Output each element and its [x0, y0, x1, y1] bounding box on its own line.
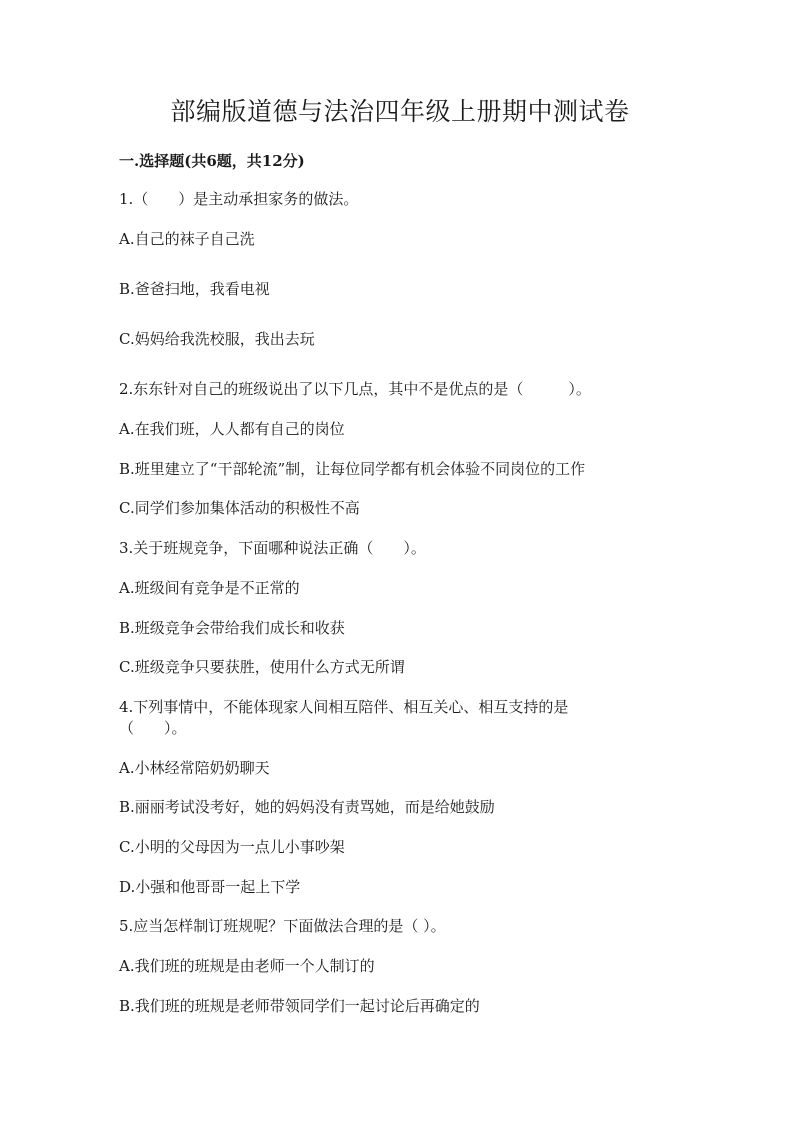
- question-4-option-d: D.小强和他哥哥一起上下学: [119, 878, 301, 896]
- question-2-option-c: C.同学们参加集体活动的积极性不高: [119, 499, 360, 517]
- question-1-option-a: A.自己的袜子自己洗: [119, 230, 255, 248]
- question-3-stem: 3.关于班规竞争，下面哪种说法正确（ ）。: [119, 539, 426, 557]
- question-3-option-a: A.班级间有竞争是不正常的: [119, 579, 300, 597]
- question-3-option-c: C.班级竞争只要获胜，使用什么方式无所谓: [119, 658, 405, 676]
- question-2-stem: 2.东东针对自己的班级说出了以下几点，其中不是优点的是（ ）。: [119, 380, 591, 398]
- question-1-option-c: C.妈妈给我洗校服，我出去玩: [119, 330, 315, 348]
- question-1-stem: 1.（ ）是主动承担家务的做法。: [119, 190, 359, 208]
- question-4-stem-line1: 4.下列事情中，不能体现家人间相互陪伴、相互关心、相互支持的是: [119, 698, 569, 716]
- question-4-option-a: A.小林经常陪奶奶聊天: [119, 759, 270, 777]
- question-2-option-b: B.班里建立了“干部轮流”制，让每位同学都有机会体验不同岗位的工作: [119, 460, 586, 478]
- question-4-option-c: C.小明的父母因为一点儿小事吵架: [119, 838, 345, 856]
- question-1-option-b: B.爸爸扫地，我看电视: [119, 280, 270, 298]
- question-5-option-a: A.我们班的班规是由老师一个人制订的: [119, 957, 375, 975]
- question-5-option-b: B.我们班的班规是老师带领同学们一起讨论后再确定的: [119, 997, 480, 1015]
- question-4-stem-line2: （ ）。: [119, 719, 187, 737]
- question-3-option-b: B.班级竞争会带给我们成长和收获: [119, 619, 345, 637]
- question-4-option-b: B.丽丽考试没考好，她的妈妈没有责骂她，而是给她鼓励: [119, 798, 495, 816]
- question-5-stem: 5.应当怎样制订班规呢？下面做法合理的是（ ）。: [119, 917, 446, 935]
- page-title: 部编版道德与法治四年级上册期中测试卷: [170, 97, 630, 126]
- section-heading: 一.选择题(共6题，共12分): [119, 152, 305, 170]
- question-2-option-a: A.在我们班，人人都有自己的岗位: [119, 420, 345, 438]
